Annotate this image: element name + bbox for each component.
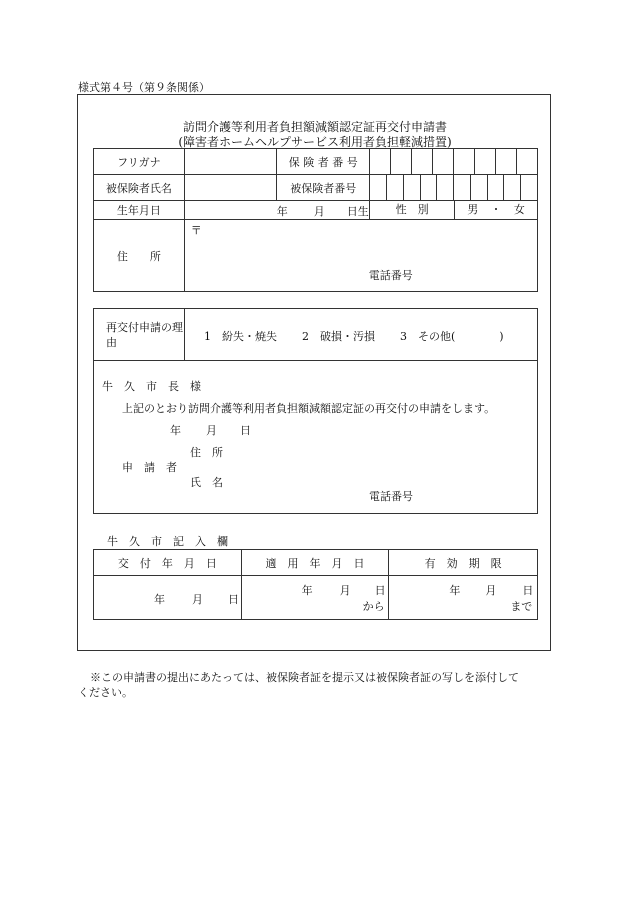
city-table (93, 549, 538, 620)
insurer-number-label: 保 険 者 番 号 (277, 149, 370, 175)
birthdate-month: 月 (313, 205, 325, 218)
valid-until-cell[interactable] (389, 576, 538, 620)
declaration-year: 年 (170, 424, 181, 437)
applicant-address-label: 住 所 (190, 446, 223, 459)
furigana-label: フリガナ (94, 149, 185, 175)
declaration-month: 月 (206, 424, 217, 437)
sex-separator: ・ (490, 203, 502, 216)
form-number: 様式第４号（第９条関係） (78, 81, 210, 94)
apply-month: 月 (339, 584, 351, 597)
issue-date-header: 交 付 年 月 日 (94, 550, 242, 576)
sex-label: 性 別 (395, 203, 429, 216)
applicant-name-label: 氏 名 (190, 476, 223, 489)
birthdate-year: 年 (276, 205, 288, 218)
declaration-day: 日 (240, 424, 251, 437)
sex-options[interactable] (454, 201, 537, 219)
insured-name-field[interactable] (184, 175, 277, 201)
insured-name-label: 被保険者氏名 (94, 175, 185, 201)
reason-option-damaged[interactable]: 2 破損・汚損 (302, 330, 375, 343)
reason-option-other[interactable]: 3 その他( ) (400, 330, 504, 343)
applicant-phone-label: 電話番号 (369, 490, 413, 503)
valid-year: 年 (449, 584, 461, 597)
form-title: 訪問介護等利用者負担額減額認定証再交付申請書 (182, 120, 447, 134)
issue-date-cell[interactable] (94, 576, 242, 620)
valid-month: 月 (485, 584, 497, 597)
address-field[interactable] (184, 220, 537, 292)
applicant-table (93, 148, 538, 292)
insured-person-number-label: 被保険者番号 (277, 175, 370, 201)
reason-option-lost[interactable]: 1 紛失・焼失 (204, 330, 277, 343)
birthdate-day: 日生 (346, 205, 369, 218)
city-section-heading: 牛 久 市 記 入 欄 (107, 535, 228, 548)
sex-cell (370, 201, 538, 220)
footnote-line2: ください。 (78, 686, 133, 699)
valid-day: 日 (522, 584, 534, 597)
sex-male[interactable]: 男 (467, 203, 479, 216)
declaration-statement: 上記のとおり訪問介護等利用者負担額減額認定証の再交付の申請をします。 (122, 402, 496, 415)
form-subtitle: (障害者ホームヘルプサービス利用者負担軽減措置) (178, 135, 452, 149)
reason-label: 再交付申請の理由 (94, 309, 185, 360)
birthdate-label: 生年月日 (94, 201, 185, 220)
birthdate-field[interactable] (184, 201, 369, 220)
postal-mark: 〒 (190, 224, 202, 237)
issue-year: 年 (154, 593, 165, 606)
issue-month: 月 (192, 593, 203, 606)
apply-date-header: 適 用 年 月 日 (241, 550, 389, 576)
applicant-label: 申 請 者 (122, 461, 177, 474)
footnote-line1: ※この申請書の提出にあたっては、被保険者証を提示又は被保険者証の写しを添付して (90, 671, 519, 684)
address-label: 住 所 (94, 220, 185, 292)
insured-person-number-field[interactable] (370, 175, 538, 201)
valid-until-header: 有 効 期 限 (389, 550, 538, 576)
sex-female[interactable]: 女 (513, 203, 525, 216)
furigana-field[interactable] (184, 149, 277, 175)
valid-until-label: まで (510, 600, 533, 613)
addressee: 牛 久 市 長 様 (102, 380, 201, 393)
issue-day: 日 (228, 593, 239, 606)
apply-year: 年 (301, 584, 313, 597)
insurer-number-field[interactable] (370, 149, 538, 175)
apply-from: から (362, 600, 385, 613)
address-phone-label: 電話番号 (368, 269, 413, 282)
apply-date-cell[interactable] (241, 576, 389, 620)
reason-declaration-box (93, 308, 538, 514)
apply-day: 日 (374, 584, 386, 597)
reason-row (94, 309, 537, 361)
